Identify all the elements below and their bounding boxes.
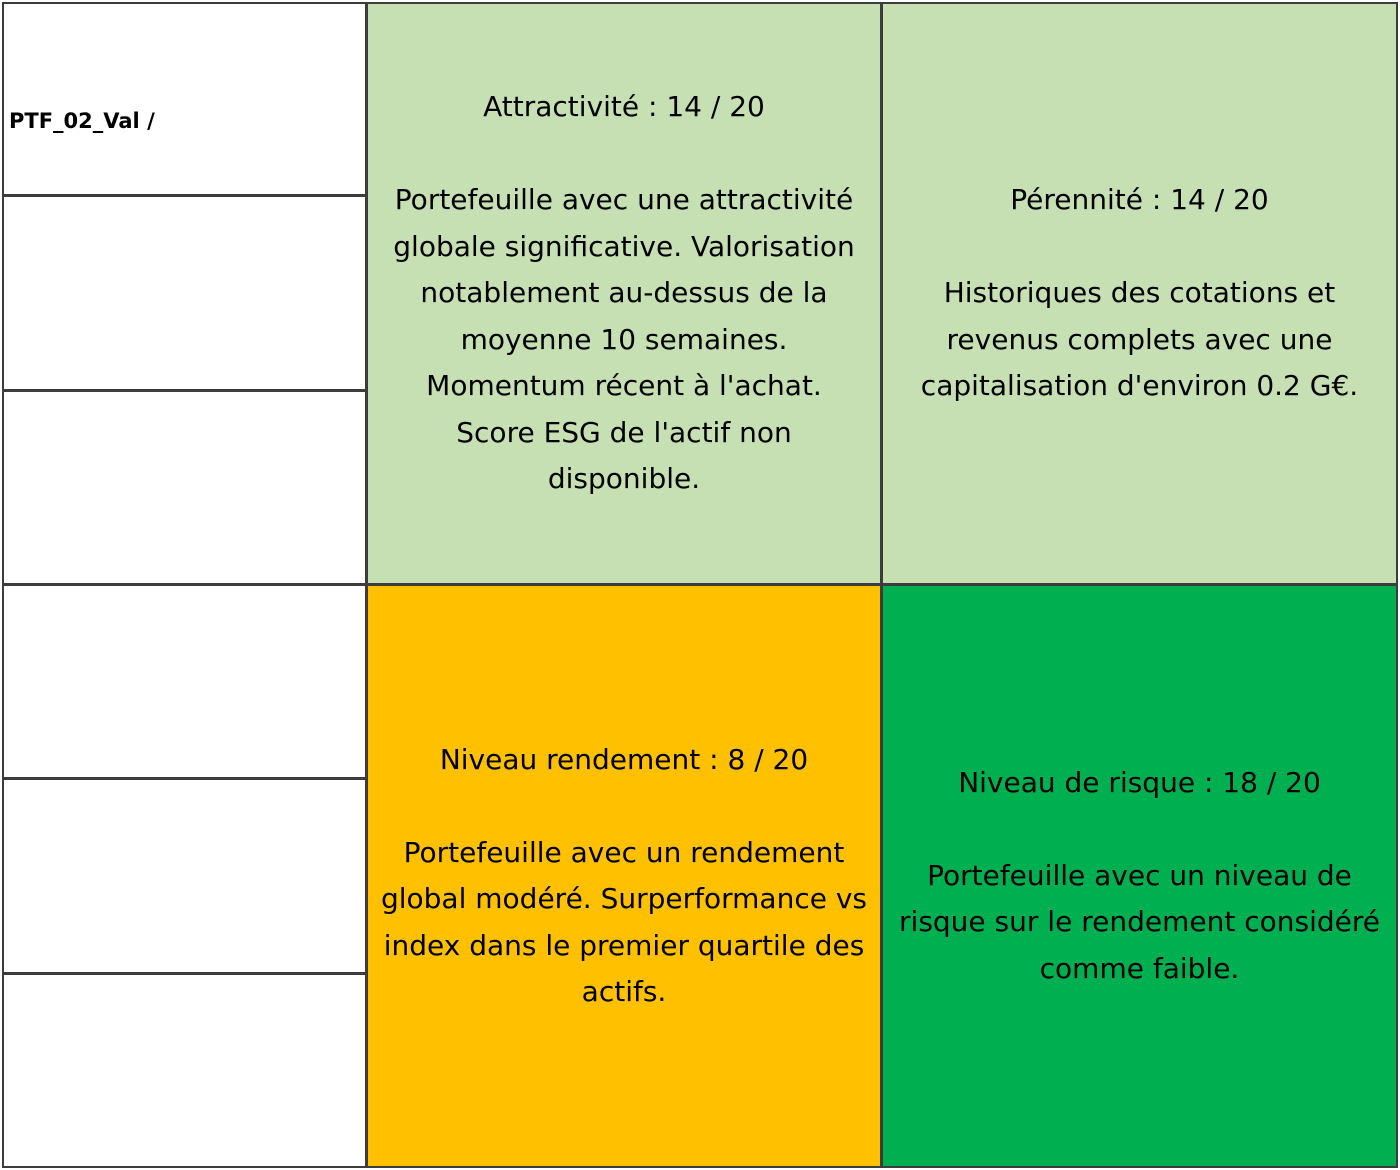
portfolio-name-line-1: PTF_02_Val / <box>9 109 155 133</box>
attractivite-score: Attractivité : 14 / 20 <box>483 90 765 124</box>
perennite-description: Historiques des cotations et revenus complets avec une capitalisation d'environ 0.2 G€. <box>920 276 1359 403</box>
perennite-cell <box>881 2 1398 585</box>
rendement-score: Niveau rendement : 8 / 20 <box>439 742 809 776</box>
empty-cell-4 <box>2 584 367 779</box>
rendement-description: Portefeuille avec un rendement global modéré. Surperformance vs index dans le premier quartile des actifs. <box>380 835 868 1008</box>
risque-score: Niveau de risque : 18 / 20 <box>958 765 1321 799</box>
empty-cell-3 <box>2 390 367 585</box>
portfolio-header-cell <box>2 2 367 196</box>
risque-description: Portefeuille avec un niveau de risque sur le rendement considéré comme faible. <box>899 858 1380 985</box>
rendement-cell <box>366 584 882 1168</box>
empty-cell-5 <box>2 778 367 974</box>
attractivite-cell <box>366 2 882 585</box>
risque-cell <box>881 584 1398 1168</box>
empty-cell-2 <box>2 195 367 391</box>
attractivite-description: Portefeuille avec une attractivité globale significative. Valorisation notablement au-dessus de la moyenne 10 semaines. Momentum récent à l'achat. Score ESG de l'actif non disponible. <box>393 183 855 496</box>
empty-cell-6 <box>2 973 367 1168</box>
perennite-score: Pérennité : 14 / 20 <box>1010 183 1269 217</box>
